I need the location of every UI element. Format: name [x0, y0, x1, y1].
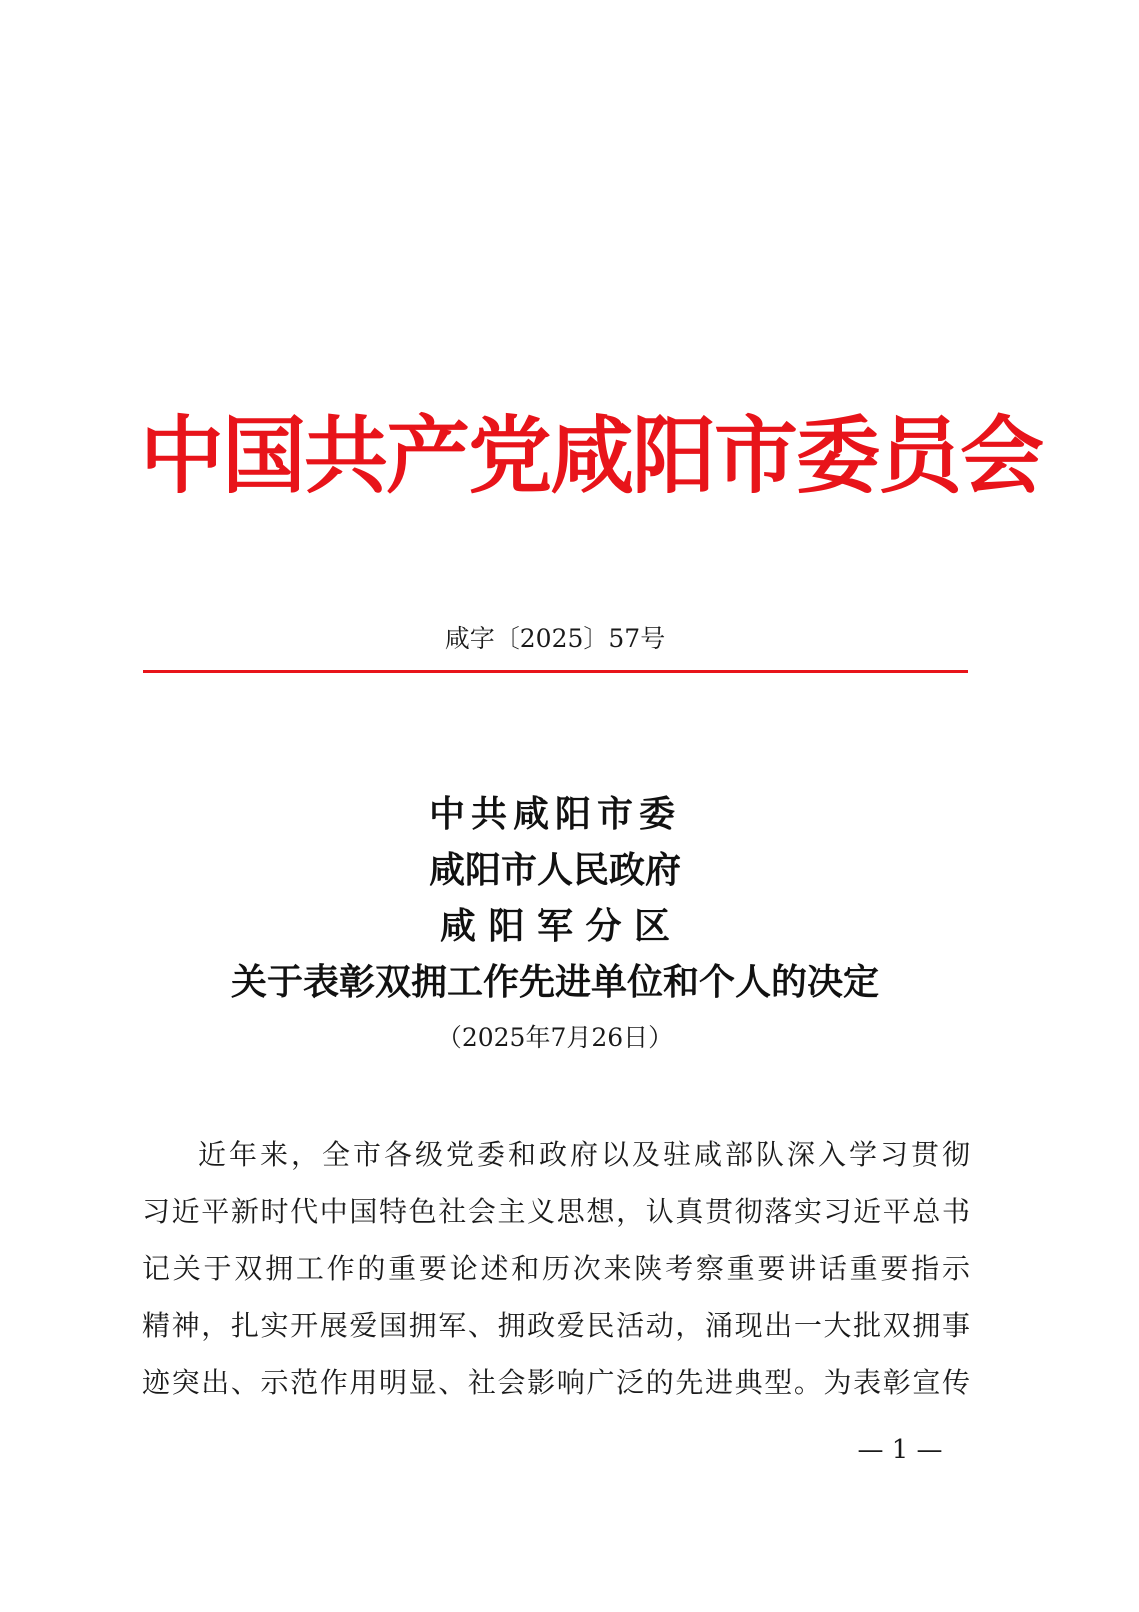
- issuer-party-committee: 中共咸阳市委: [428, 793, 681, 835]
- page-number: — 1 —: [857, 1435, 943, 1465]
- body-line: 精神，扎实开展爱国拥军、拥政爱民活动，涌现出一大批双拥事: [142, 1309, 970, 1342]
- issuer-military-subdistrict: 咸 阳 军 分 区: [439, 905, 671, 947]
- body-line: 近年来，全市各级党委和政府以及驻咸部队深入学习贯彻: [198, 1138, 970, 1171]
- body-line: 习近平新时代中国特色社会主义思想，认真贯彻落实习近平总书: [142, 1195, 970, 1228]
- issuing-bodies: [140, 786, 970, 954]
- body-line: 迹突出、示范作用明显、社会影响广泛的先进典型。为表彰宣传: [142, 1366, 970, 1399]
- body-paragraph: [142, 1126, 970, 1411]
- decision-title: 关于表彰双拥工作先进单位和个人的决定: [230, 961, 879, 1003]
- decision-date: （2025年7月26日）: [436, 1023, 674, 1052]
- red-divider-line: [143, 670, 968, 673]
- red-header-organization: 中国共产党咸阳市委员会: [140, 407, 1043, 505]
- issuer-municipal-government: 咸阳市人民政府: [428, 849, 681, 891]
- document-number: 咸字〔2025〕57号: [444, 624, 666, 653]
- body-line: 记关于双拥工作的重要论述和历次来陕考察重要讲话重要指示: [142, 1252, 970, 1285]
